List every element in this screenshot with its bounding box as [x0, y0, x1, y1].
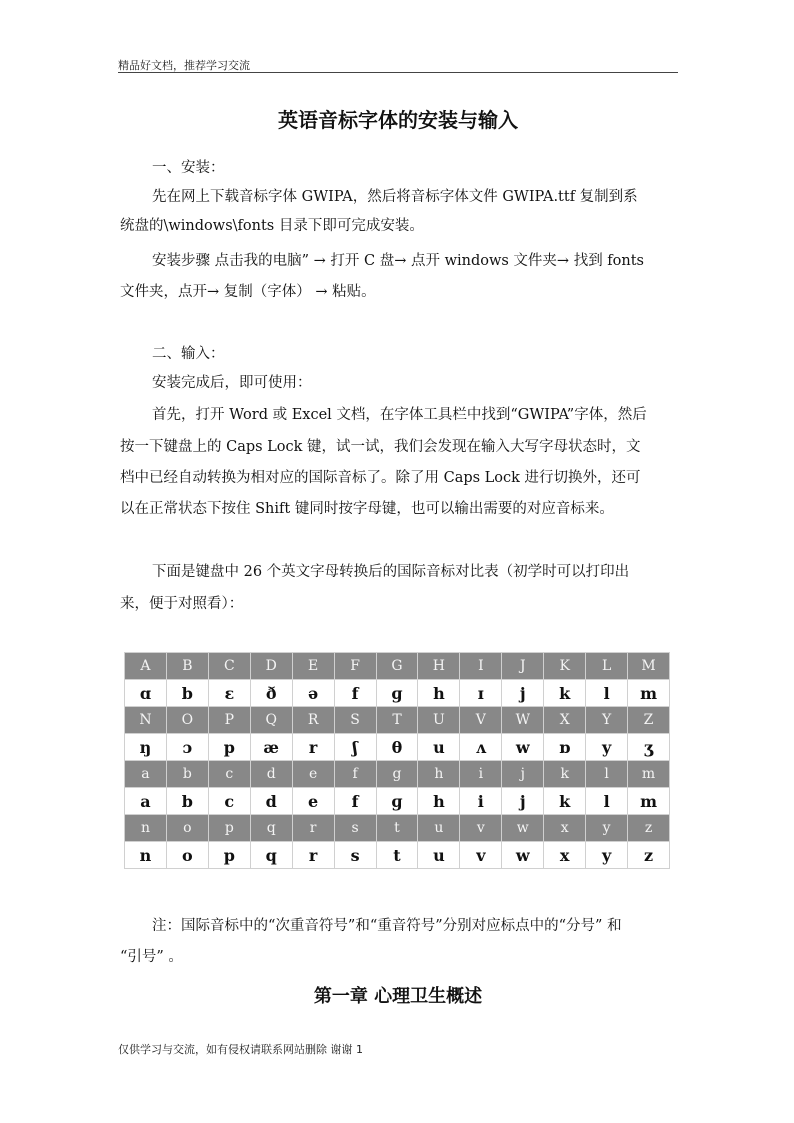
ipa-row — [125, 788, 670, 815]
install-paragraph-line-1: 先在网上下载音标字体 GWIPA，然后将音标字体文件 GWIPA.ttf 复制到系 — [152, 189, 638, 205]
key-cell: C — [208, 653, 250, 680]
ipa-symbol-cell: f — [334, 788, 376, 815]
ipa-symbol-cell: f — [334, 680, 376, 707]
key-cell: e — [292, 761, 334, 788]
key-cell: z — [628, 815, 670, 842]
key-row — [125, 761, 670, 788]
key-cell: E — [292, 653, 334, 680]
ipa-symbol-cell: æ — [250, 734, 292, 761]
key-cell: R — [292, 707, 334, 734]
key-cell: c — [208, 761, 250, 788]
key-cell: w — [502, 815, 544, 842]
install-paragraph-line-2: 统盘的\windows\fonts 目录下即可完成安装。 — [120, 218, 424, 234]
input-paragraph-3-line-2: 来，便于对照看）： — [120, 596, 244, 612]
ipa-symbol-cell: z — [628, 842, 670, 869]
ipa-comparison-table — [124, 652, 670, 869]
key-cell: P — [208, 707, 250, 734]
key-cell: i — [460, 761, 502, 788]
ipa-symbol-cell: u — [418, 842, 460, 869]
key-cell: d — [250, 761, 292, 788]
ipa-symbol-cell: m — [628, 680, 670, 707]
key-cell: Z — [628, 707, 670, 734]
ipa-symbol-cell: e — [292, 788, 334, 815]
ipa-symbol-cell: y — [586, 842, 628, 869]
key-cell: J — [502, 653, 544, 680]
ipa-symbol-cell: ɑ — [125, 680, 167, 707]
ipa-symbol-cell: w — [502, 842, 544, 869]
key-cell: G — [376, 653, 418, 680]
key-cell: K — [544, 653, 586, 680]
key-cell: O — [166, 707, 208, 734]
key-cell: W — [502, 707, 544, 734]
key-cell: B — [166, 653, 208, 680]
key-cell: H — [418, 653, 460, 680]
ipa-symbol-cell: ʌ — [460, 734, 502, 761]
key-cell: q — [250, 815, 292, 842]
ipa-symbol-cell: ɡ — [376, 788, 418, 815]
ipa-symbol-cell: p — [208, 734, 250, 761]
ipa-symbol-cell: c — [208, 788, 250, 815]
ipa-symbol-cell: ɒ — [544, 734, 586, 761]
key-cell: o — [166, 815, 208, 842]
ipa-row — [125, 734, 670, 761]
key-cell: s — [334, 815, 376, 842]
ipa-symbol-cell: k — [544, 788, 586, 815]
ipa-symbol-cell: b — [166, 788, 208, 815]
ipa-symbol-cell: ɡ — [376, 680, 418, 707]
ipa-symbol-cell: l — [586, 788, 628, 815]
ipa-symbol-cell: a — [125, 788, 167, 815]
ipa-symbol-cell: h — [418, 788, 460, 815]
ipa-symbol-cell: v — [460, 842, 502, 869]
key-cell: Y — [586, 707, 628, 734]
ipa-symbol-cell: w — [502, 734, 544, 761]
input-paragraph-2-line-3: 档中已经自动转换为相对应的国际音标了。除了用 Caps Lock 进行切换外，还可 — [120, 470, 641, 486]
key-cell: g — [376, 761, 418, 788]
key-cell: t — [376, 815, 418, 842]
header-rule — [118, 72, 678, 73]
ipa-symbol-cell: s — [334, 842, 376, 869]
ipa-symbol-cell: r — [292, 734, 334, 761]
key-cell: r — [292, 815, 334, 842]
input-paragraph-3-line-1: 下面是键盘中 26 个英文字母转换后的国际音标对比表（初学时可以打印出 — [152, 564, 630, 580]
ipa-symbol-cell: θ — [376, 734, 418, 761]
key-cell: V — [460, 707, 502, 734]
ipa-symbol-cell: r — [292, 842, 334, 869]
key-cell: N — [125, 707, 167, 734]
ipa-symbol-cell: j — [502, 788, 544, 815]
key-cell: n — [125, 815, 167, 842]
input-paragraph-2-line-4: 以在正常状态下按住 Shift 键同时按字母键，也可以输出需要的对应音标来。 — [120, 501, 614, 517]
key-cell: b — [166, 761, 208, 788]
key-cell: y — [586, 815, 628, 842]
page-header: 精品好文档，推荐学习交流 — [118, 59, 250, 72]
key-cell: k — [544, 761, 586, 788]
input-paragraph-2-line-1: 首先，打开 Word 或 Excel 文档，在字体工具栏中找到“GWIPA”字体，然后 — [152, 407, 647, 423]
ipa-symbol-cell: o — [166, 842, 208, 869]
ipa-row — [125, 842, 670, 869]
ipa-symbol-cell: q — [250, 842, 292, 869]
ipa-symbol-cell: b — [166, 680, 208, 707]
key-cell: v — [460, 815, 502, 842]
key-cell: X — [544, 707, 586, 734]
ipa-symbol-cell: j — [502, 680, 544, 707]
key-row — [125, 653, 670, 680]
ipa-symbol-cell: ŋ — [125, 734, 167, 761]
section-install-heading: 一、安装： — [152, 160, 225, 176]
input-paragraph-2-line-2: 按一下键盘上的 Caps Lock 键，试一试，我们会发现在输入大写字母状态时，文 — [120, 439, 641, 455]
key-cell: x — [544, 815, 586, 842]
document-body — [118, 96, 678, 1007]
ipa-symbol-cell: d — [250, 788, 292, 815]
install-steps-line-2: 文件夹，点开→ 复制（字体） → 粘贴。 — [120, 284, 376, 300]
key-cell: A — [125, 653, 167, 680]
note-line-1: 注：国际音标中的“次重音符号”和“重音符号”分别对应标点中的“分号” 和 — [152, 918, 622, 934]
key-cell: U — [418, 707, 460, 734]
key-cell: I — [460, 653, 502, 680]
ipa-symbol-cell: ɔ — [166, 734, 208, 761]
ipa-symbol-cell: ə — [292, 680, 334, 707]
key-cell: m — [628, 761, 670, 788]
ipa-symbol-cell: ð — [250, 680, 292, 707]
key-cell: a — [125, 761, 167, 788]
key-cell: j — [502, 761, 544, 788]
document-title: 英语音标字体的安装与输入 — [278, 108, 518, 132]
ipa-symbol-cell: p — [208, 842, 250, 869]
key-cell: Q — [250, 707, 292, 734]
key-cell: M — [628, 653, 670, 680]
key-cell: p — [208, 815, 250, 842]
key-cell: S — [334, 707, 376, 734]
ipa-symbol-cell: l — [586, 680, 628, 707]
ipa-symbol-cell: t — [376, 842, 418, 869]
key-cell: D — [250, 653, 292, 680]
ipa-symbol-cell: ɛ — [208, 680, 250, 707]
ipa-symbol-cell: ɪ — [460, 680, 502, 707]
key-cell: F — [334, 653, 376, 680]
input-paragraph-1: 安装完成后，即可使用： — [152, 375, 312, 391]
ipa-row — [125, 680, 670, 707]
install-steps-line-1: 安装步骤 点击我的电脑” → 打开 C 盘→ 点开 windows 文件夹→ 找到 fonts — [152, 253, 644, 269]
key-cell: T — [376, 707, 418, 734]
key-cell: l — [586, 761, 628, 788]
page-footer: 仅供学习与交流，如有侵权请联系网站删除 谢谢 1 — [118, 1043, 363, 1056]
ipa-symbol-cell: ʒ — [628, 734, 670, 761]
chapter-heading: 第一章 心理卫生概述 — [313, 986, 483, 1007]
key-cell: h — [418, 761, 460, 788]
section-input-heading: 二、输入： — [152, 346, 225, 362]
ipa-symbol-cell: ʃ — [334, 734, 376, 761]
key-row — [125, 815, 670, 842]
ipa-symbol-cell: m — [628, 788, 670, 815]
ipa-symbol-cell: n — [125, 842, 167, 869]
key-row — [125, 707, 670, 734]
key-cell: f — [334, 761, 376, 788]
key-cell: u — [418, 815, 460, 842]
ipa-symbol-cell: u — [418, 734, 460, 761]
key-cell: L — [586, 653, 628, 680]
ipa-symbol-cell: k — [544, 680, 586, 707]
ipa-symbol-cell: x — [544, 842, 586, 869]
ipa-symbol-cell: y — [586, 734, 628, 761]
note-line-2: “引号” 。 — [120, 949, 183, 965]
ipa-symbol-cell: i — [460, 788, 502, 815]
ipa-symbol-cell: h — [418, 680, 460, 707]
